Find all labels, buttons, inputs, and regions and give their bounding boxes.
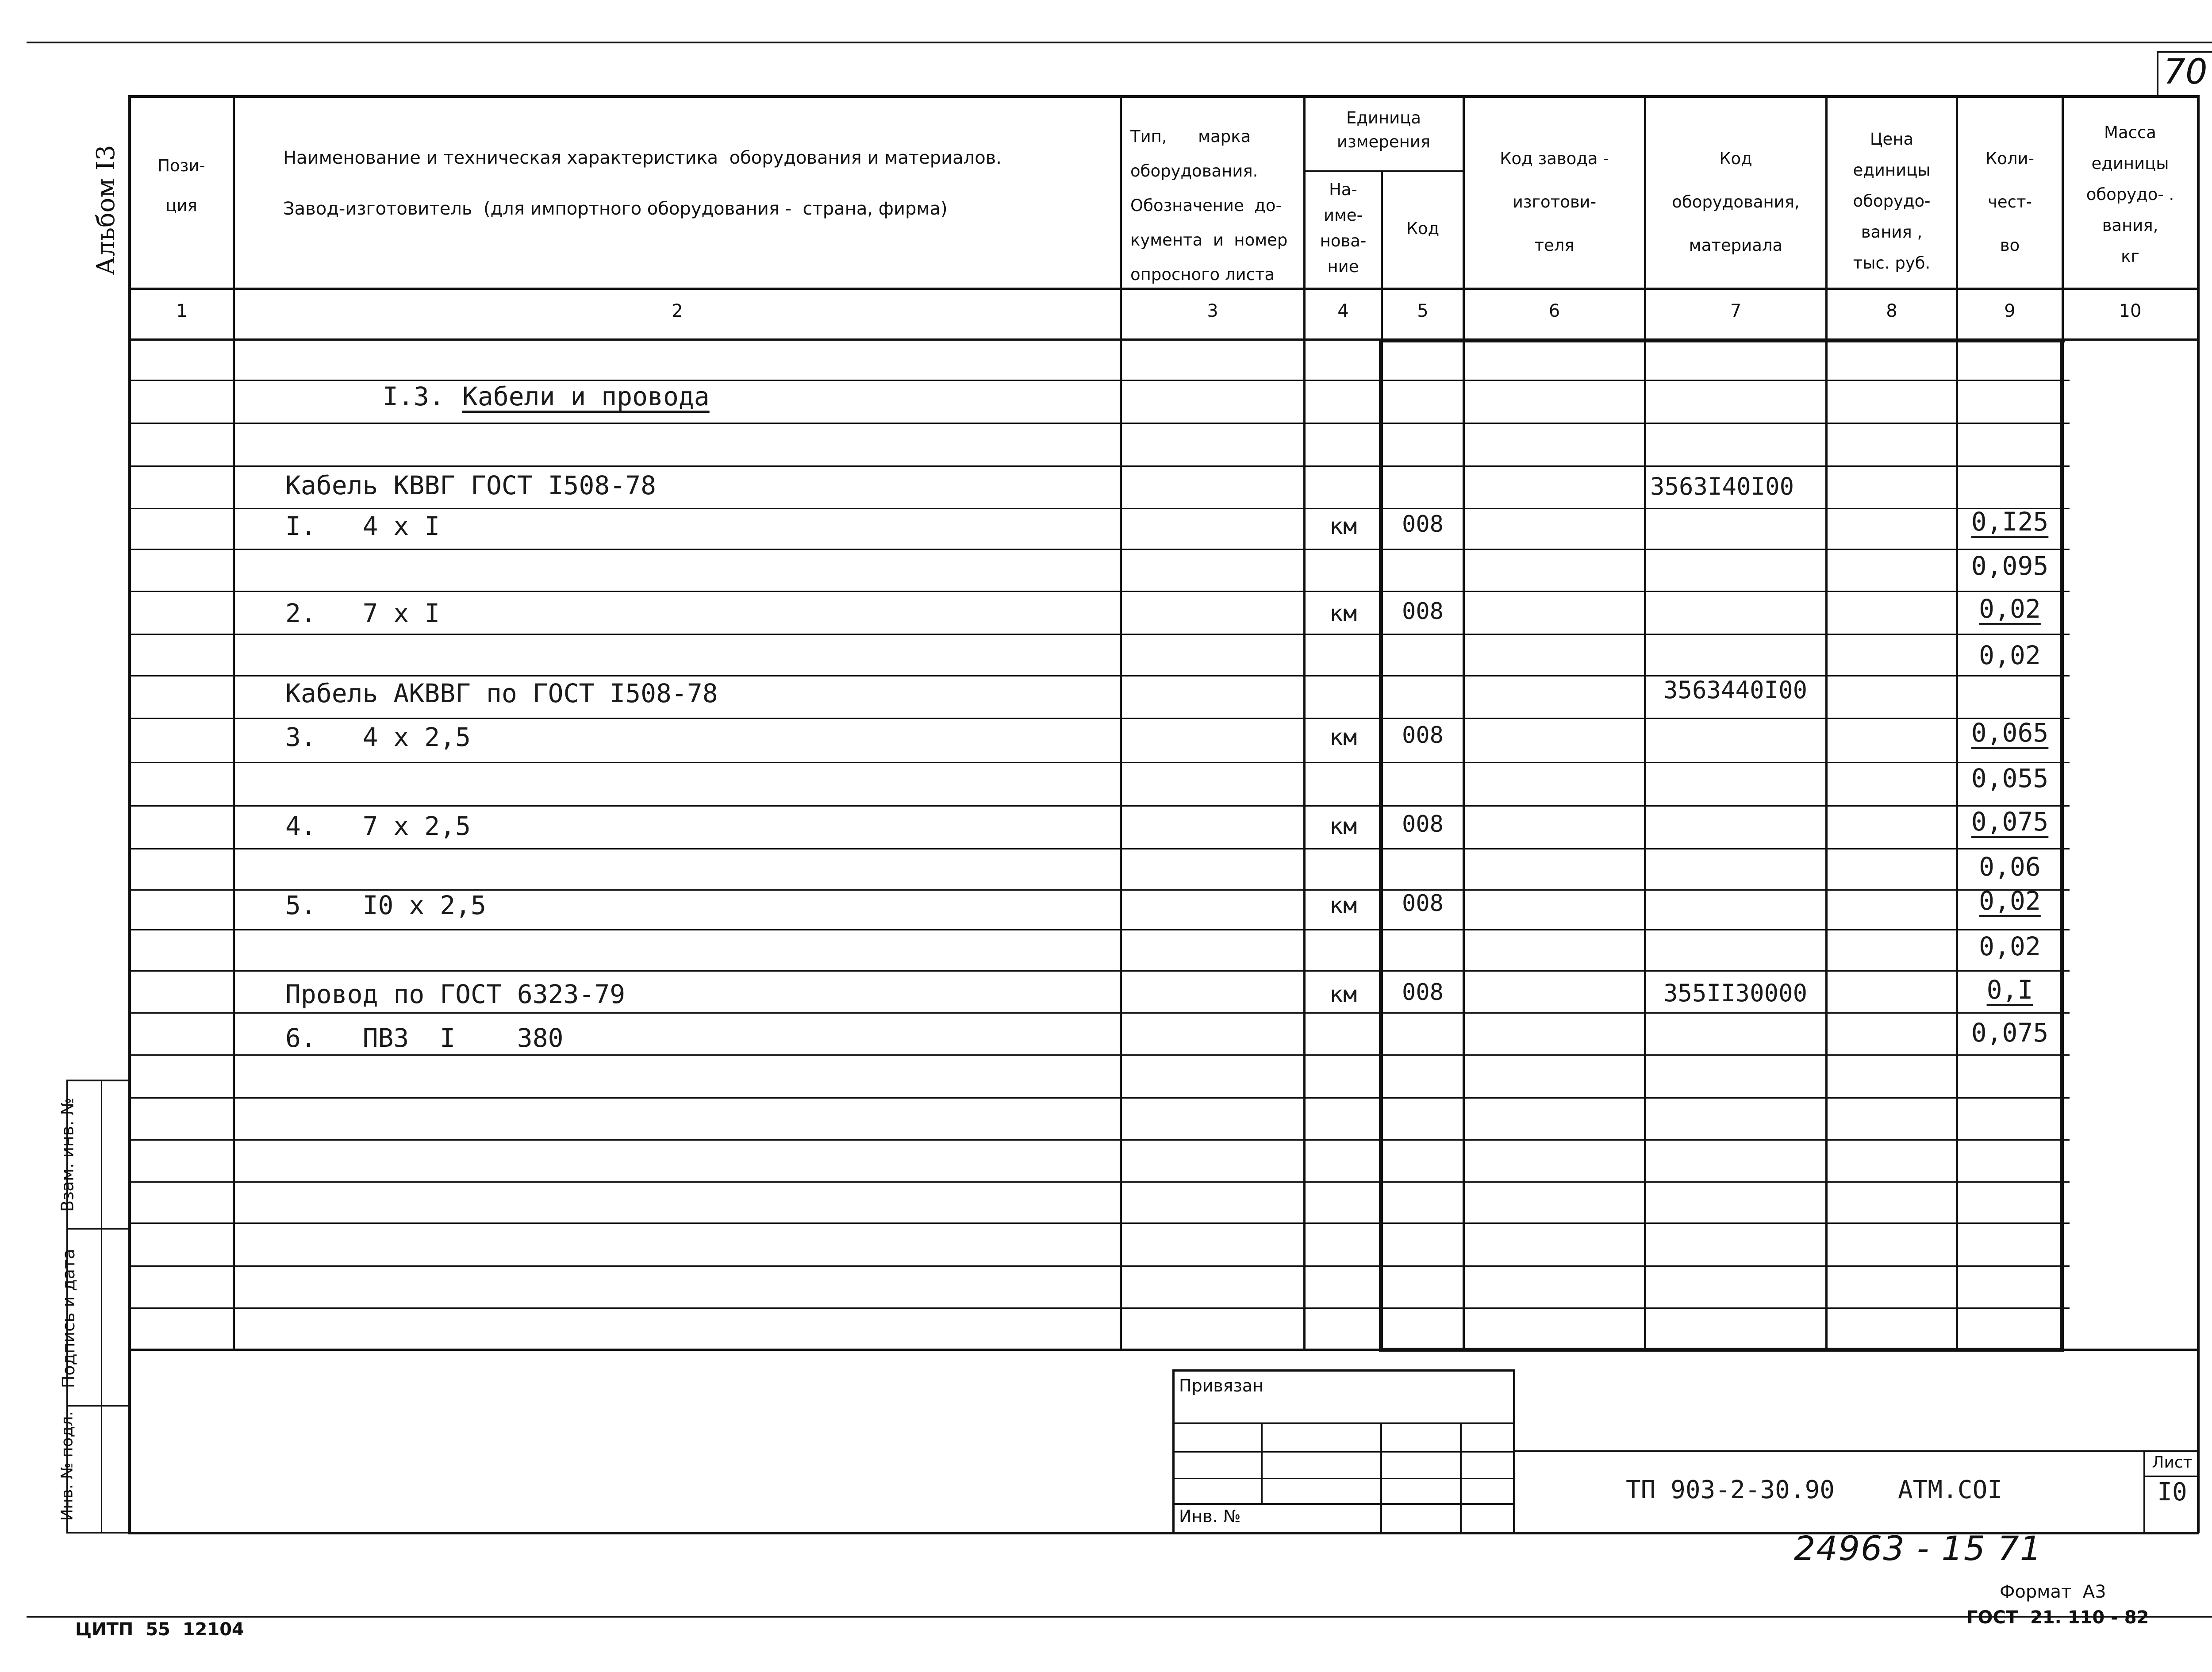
stamp-privyazan: Привязан: [1179, 1376, 1263, 1395]
title-doc-code: ТП 903-2-30.90: [1626, 1476, 1835, 1504]
header-mass: Масса единицы оборудо- . вания, кг: [2086, 123, 2174, 266]
header-name-line2: Завод-изготовитель (для импортного оборудования - страна, фирма): [283, 199, 948, 219]
corner-sheet-number: 70: [2163, 52, 2208, 92]
row-quantity: 0,I: [1986, 975, 2033, 1005]
column-number: 2: [672, 301, 683, 321]
stamp-inv-no: Инв. №: [1179, 1507, 1241, 1526]
row-text: Кабель КВВГ ГОСТ I508-78: [285, 470, 657, 500]
column-number: 3: [1207, 301, 1218, 321]
row-unit-code: 008: [1402, 598, 1444, 625]
row-unit: км: [1329, 600, 1357, 627]
column-number: 1: [176, 301, 188, 321]
header-unit-group: Единица измерения: [1336, 108, 1431, 151]
row-text: Кабель АКВВГ по ГОСТ I508-78: [285, 678, 718, 708]
row-unit-code: 008: [1402, 890, 1444, 917]
column-number: 4: [1337, 301, 1349, 321]
row-quantity: 0,02: [1979, 931, 2041, 961]
row-text: 6. ПВЗ I 380: [285, 1023, 564, 1053]
row-equipment-code: 355II30000: [1663, 979, 1808, 1007]
handwritten-inventory-number: 24963 - 15 71: [1794, 1529, 2043, 1568]
row-text: I. 4 x I: [285, 511, 440, 541]
row-unit-code: 008: [1402, 979, 1444, 1006]
row-unit: км: [1329, 981, 1357, 1008]
row-unit-code: 008: [1402, 722, 1444, 749]
row-text: 3. 4 x 2,5: [285, 722, 471, 752]
section-title: Кабели и провода: [462, 381, 710, 411]
column-number: 8: [1886, 301, 1897, 321]
row-equipment-code: 3563I40I00: [1650, 473, 1794, 500]
row-unit: км: [1329, 724, 1357, 751]
side-label-inv: Инв. № подл.: [58, 1411, 77, 1521]
row-unit: км: [1329, 813, 1357, 840]
side-label-vzam: Взам. инв. №: [58, 1098, 77, 1212]
header-name-line1: Наименование и техническая характеристика оборудования и материалов.: [283, 148, 1002, 168]
column-number: 5: [1417, 301, 1429, 321]
row-quantity: 0,065: [1971, 718, 2049, 748]
header-type: Тип, марка оборудования. Обозначение до- кумента и номер опросного листа: [1130, 127, 1288, 284]
row-quantity: 0,02: [1979, 886, 2041, 916]
column-number: 10: [2119, 301, 2142, 321]
row-text: Провод по ГОСТ 6323-79: [285, 979, 626, 1009]
format-label: Формат А3: [2000, 1582, 2106, 1602]
header-quantity: Коли- чест- во: [1985, 149, 2034, 255]
printer-label: ЦИТП 55 12104: [75, 1619, 244, 1640]
column-number: 7: [1730, 301, 1742, 321]
album-label: Альбом I3: [92, 145, 120, 276]
header-position: Пози- ция: [157, 156, 205, 215]
row-quantity: 0,06: [1979, 852, 2041, 882]
row-quantity: 0,075: [1971, 807, 2049, 837]
row-unit-code: 008: [1402, 811, 1444, 838]
header-price: Цена единицы оборудо- вания , тыс. руб.: [1853, 130, 1931, 273]
header-unit-code: Код: [1406, 219, 1440, 238]
title-list-value: I0: [2157, 1478, 2187, 1507]
row-equipment-code: 3563440I00: [1663, 676, 1808, 704]
section-number: I.3.: [383, 381, 445, 411]
header-unit-name: На- име- нова- ние: [1320, 180, 1367, 276]
row-unit: км: [1329, 892, 1357, 919]
side-label-podpis: Подпись и дата: [59, 1249, 78, 1388]
gost-label: ГОСТ 21. 110 - 82: [1966, 1607, 2149, 1628]
title-list-label: Лист: [2152, 1453, 2193, 1472]
header-factory-code: Код завода - изготови- теля: [1500, 149, 1609, 255]
row-text: 2. 7 x I: [285, 598, 440, 628]
column-number: 6: [1548, 301, 1560, 321]
title-doc-mark: АТМ.СОI: [1898, 1476, 2003, 1504]
row-text: 4. 7 x 2,5: [285, 811, 471, 841]
column-number: 9: [2004, 301, 2016, 321]
row-quantity: 0,I25: [1971, 507, 2049, 537]
row-unit-code: 008: [1402, 511, 1444, 538]
row-text: 5. I0 x 2,5: [285, 890, 486, 920]
row-quantity: 0,075: [1971, 1018, 2049, 1048]
header-equipment-code: Код оборудования, материала: [1672, 149, 1800, 255]
row-unit: км: [1329, 513, 1357, 540]
row-quantity: 0,095: [1971, 551, 2049, 581]
row-quantity: 0,02: [1979, 594, 2041, 624]
row-quantity: 0,02: [1979, 640, 2041, 670]
row-quantity: 0,055: [1971, 763, 2049, 793]
